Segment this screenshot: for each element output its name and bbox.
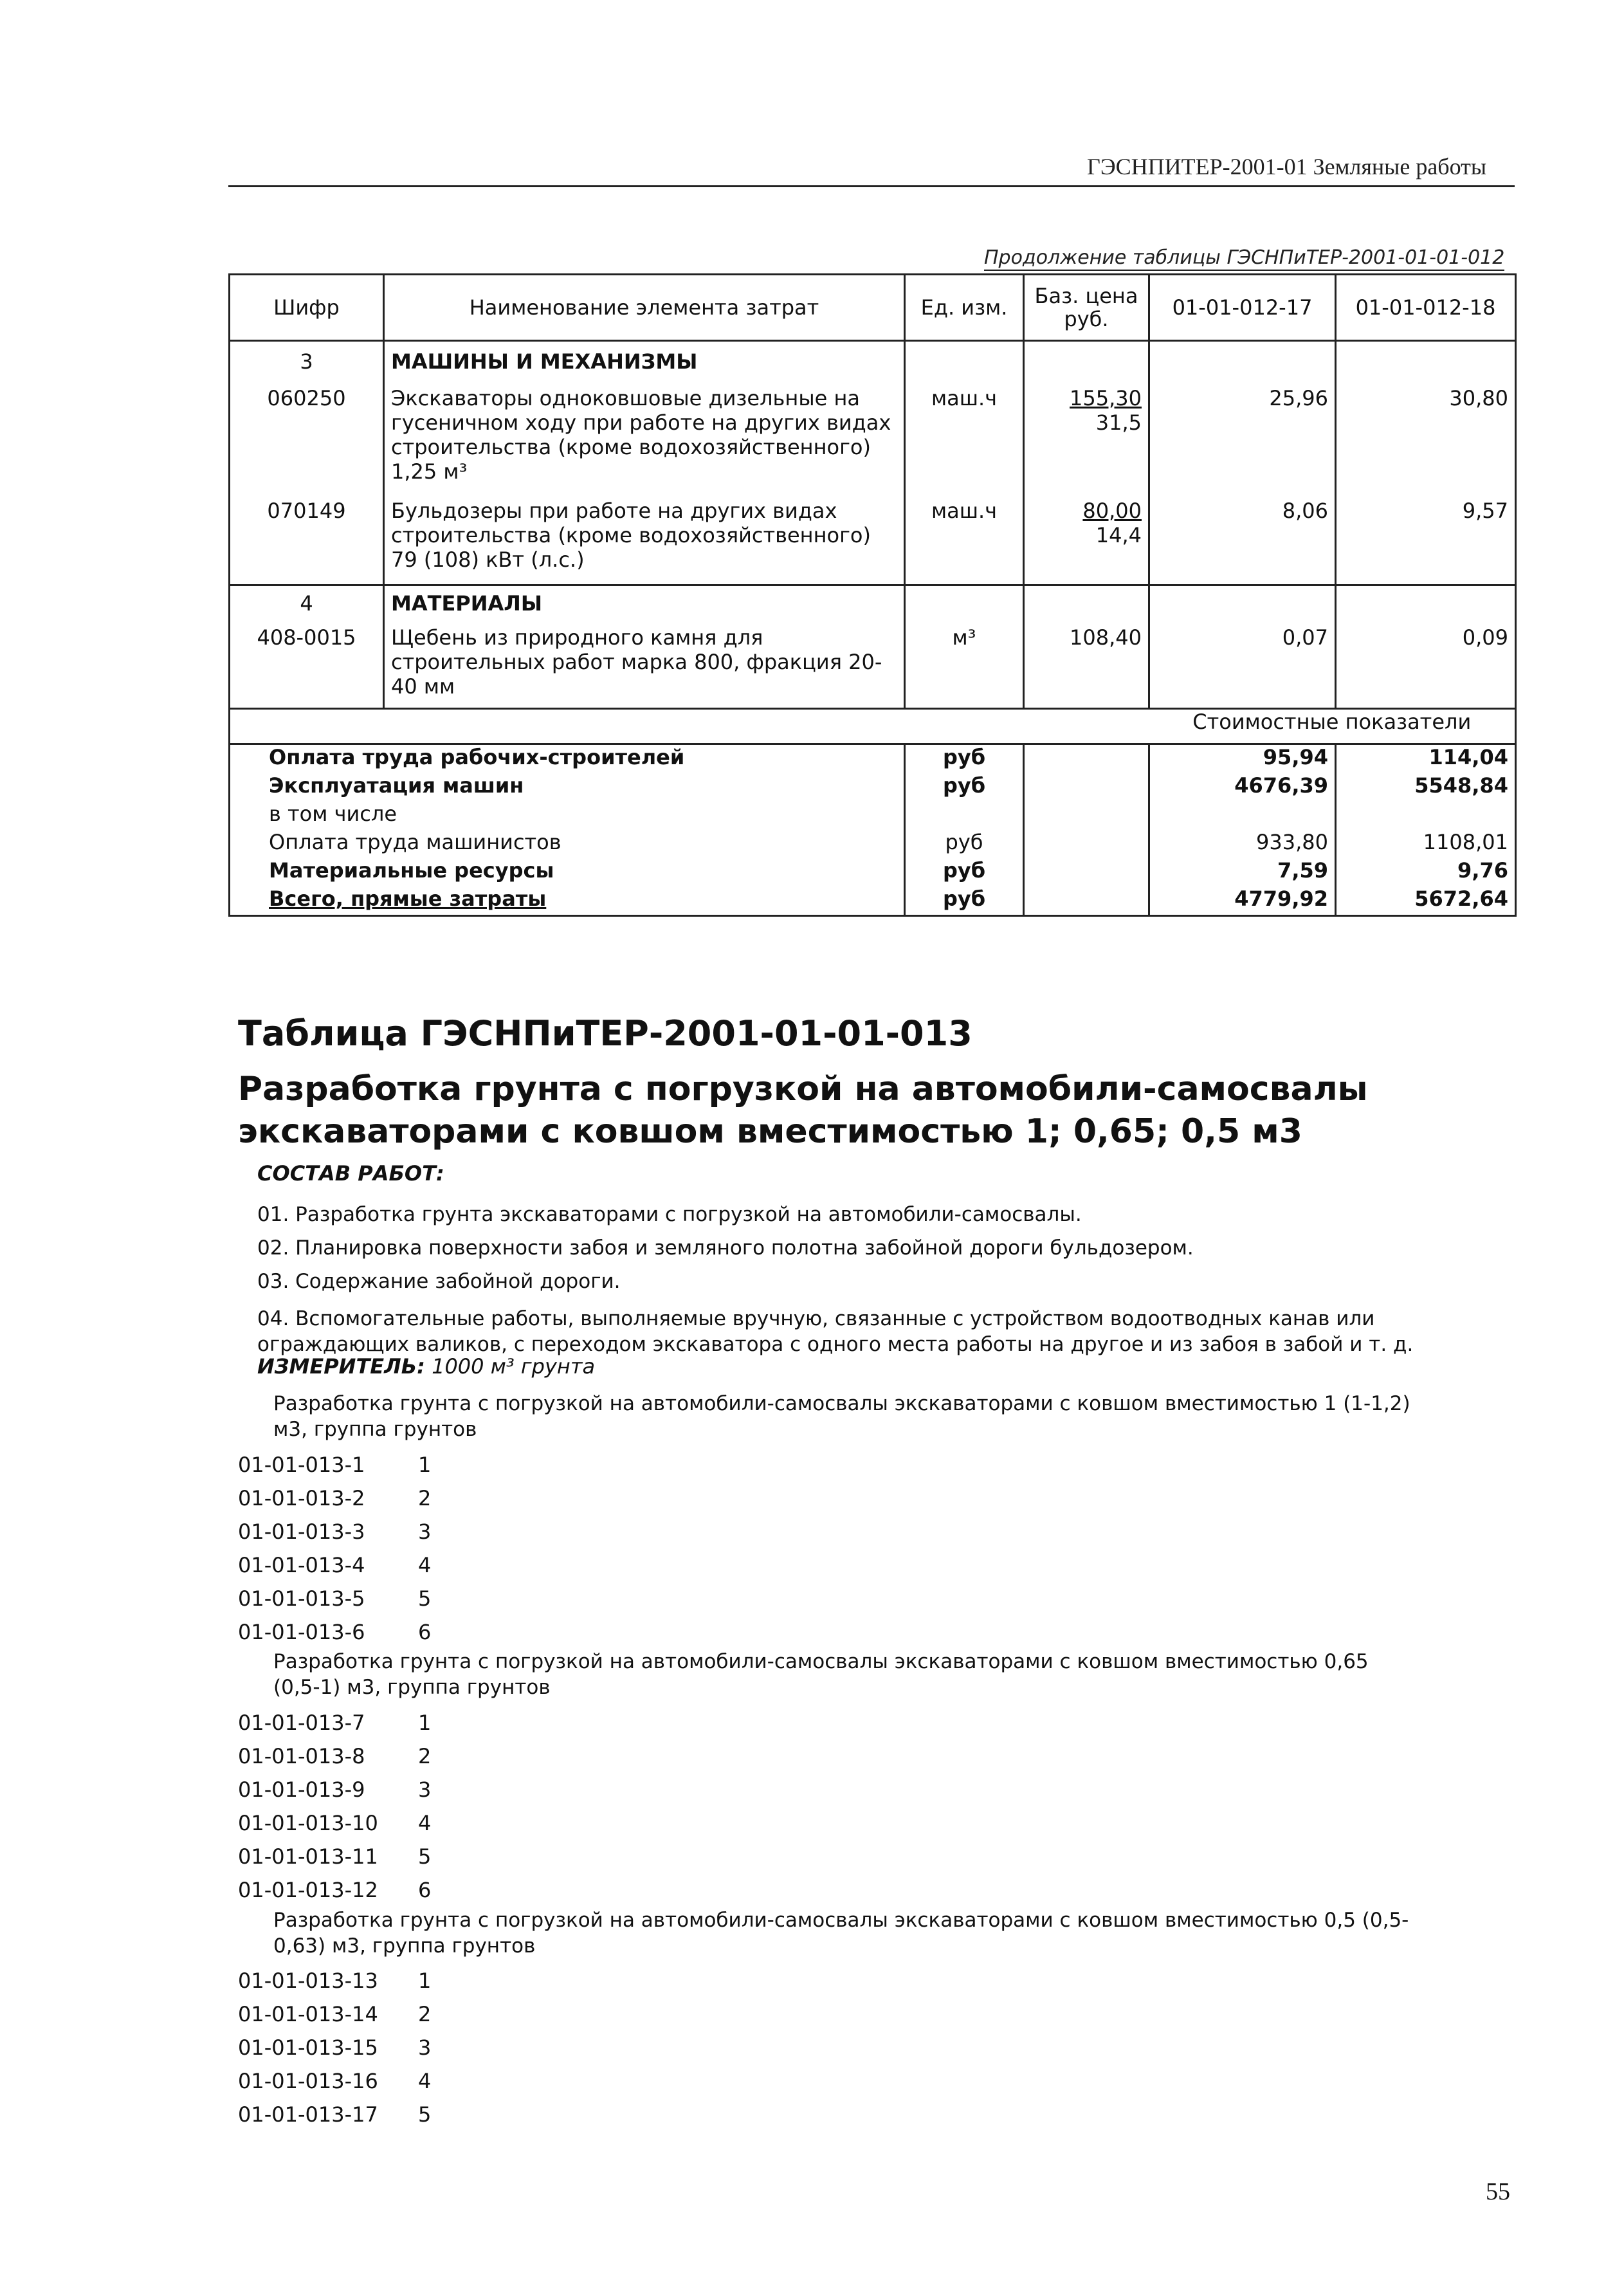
list-item xyxy=(238,1878,431,1911)
list-item xyxy=(238,1969,431,2002)
list-item xyxy=(238,1586,431,1620)
list-item xyxy=(238,2069,431,2102)
rate-code: 01-01-013-2 xyxy=(238,1486,365,1510)
group-title: Разработка грунта с погрузкой на автомобили-самосвалы экскаваторами с ковшом вместимостью 0,5 (0,5-0,63) м3, группа грунтов xyxy=(273,1909,1409,1958)
row-unit: маш.ч xyxy=(905,386,1024,499)
summary-value-18: 5548,84 xyxy=(1336,773,1516,802)
soil-group: 2 xyxy=(418,2002,432,2026)
soil-group: 6 xyxy=(418,1878,432,1902)
list-item xyxy=(238,1519,431,1553)
rate-code: 01-01-013-9 xyxy=(238,1777,365,1802)
summary-unit: руб xyxy=(905,744,1024,774)
col-header-name: Наименование элемента затрат xyxy=(384,275,905,341)
works-list xyxy=(257,1198,1511,1357)
soil-group: 4 xyxy=(418,1811,432,1835)
table-title: Таблица ГЭСНПиТЕР-2001-01-01-013 xyxy=(238,1013,972,1054)
code-list xyxy=(238,1453,431,1653)
soil-group: 2 xyxy=(418,1486,432,1510)
list-item xyxy=(238,1453,431,1486)
row-value-17: 25,96 xyxy=(1149,386,1336,499)
works-label: СОСТАВ РАБОТ: xyxy=(257,1161,444,1186)
summary-label: Всего, прямые затраты xyxy=(230,886,905,916)
rate-code: 01-01-013-1 xyxy=(238,1453,365,1477)
col-header-17: 01-01-012-17 xyxy=(1149,275,1336,341)
soil-group: 1 xyxy=(418,1453,432,1477)
summary-row xyxy=(230,773,1516,802)
summary-row xyxy=(230,802,1516,830)
summary-label: в том числе xyxy=(230,802,905,830)
rate-code: 01-01-013-13 xyxy=(238,1969,378,1993)
rate-code: 01-01-013-4 xyxy=(238,1553,365,1577)
price-bottom: 14,4 xyxy=(1095,522,1142,547)
summary-row xyxy=(230,886,1516,916)
row-price xyxy=(1024,386,1149,499)
row-code: 070149 xyxy=(230,499,384,585)
row-value-17: 8,06 xyxy=(1149,499,1336,585)
section-title: МАШИНЫ И МЕХАНИЗМЫ xyxy=(384,341,905,386)
table-row xyxy=(230,625,1516,709)
soil-group: 3 xyxy=(418,1519,432,1544)
row-value-18: 30,80 xyxy=(1336,386,1516,499)
summary-row xyxy=(230,858,1516,886)
soil-group: 4 xyxy=(418,2069,432,2093)
measure-label: ИЗМЕРИТЕЛЬ: xyxy=(257,1354,425,1379)
row-value-18: 0,09 xyxy=(1336,625,1516,709)
section-code: 3 xyxy=(230,341,384,386)
table-header-row xyxy=(230,275,1516,341)
summary-value-18: 114,04 xyxy=(1336,744,1516,774)
col-header-code: Шифр xyxy=(230,275,384,341)
row-name: Бульдозеры при работе на других видах строительства (кроме водохозяйственного) 79 (108) кВт (л.с.) xyxy=(384,499,905,585)
group-title: Разработка грунта с погрузкой на автомобили-самосвалы экскаваторами с ковшом вместимостью 0,65 (0,5-1) м3, группа грунтов xyxy=(273,1650,1369,1699)
norms-table xyxy=(228,273,1515,917)
soil-group: 2 xyxy=(418,1744,432,1768)
work-item: 01. Разработка грунта экскаваторами с погрузкой на автомобили-самосвалы. xyxy=(257,1203,1082,1226)
rate-code: 01-01-013-5 xyxy=(238,1586,365,1611)
list-item xyxy=(238,1553,431,1586)
summary-unit: руб xyxy=(905,886,1024,916)
list-item xyxy=(238,2035,431,2069)
col-header-unit: Ед. изм. xyxy=(905,275,1024,341)
rate-code: 01-01-013-3 xyxy=(238,1519,365,1544)
table-subtitle: Разработка грунта с погрузкой на автомобили-самосвалы экскаваторами с ковшом вместимостью 1; 0,65; 0,5 м3 xyxy=(238,1070,1368,1151)
summary-unit: руб xyxy=(905,858,1024,886)
rate-code: 01-01-013-17 xyxy=(238,2102,378,2127)
section-row xyxy=(230,341,1516,386)
soil-group: 3 xyxy=(418,1777,432,1802)
rate-code: 01-01-013-15 xyxy=(238,2035,378,2060)
summary-value-17: 4779,92 xyxy=(1149,886,1336,916)
summary-label: Оплата труда машинистов xyxy=(230,830,905,858)
summary-row xyxy=(230,830,1516,858)
row-price xyxy=(1024,499,1149,585)
summary-value-17: 7,59 xyxy=(1149,858,1336,886)
list-item xyxy=(238,1486,431,1519)
work-item: 04. Вспомогательные работы, выполняемые вручную, связанные с устройством водоотводных канав или ограждающих валиков, с переходом экскаватора с одного места работы на другое и из забоя в забой и т. д. xyxy=(257,1307,1414,1356)
rate-code: 01-01-013-16 xyxy=(238,2069,378,2093)
summary-row xyxy=(230,744,1516,774)
table-row xyxy=(230,386,1516,499)
row-value-17: 0,07 xyxy=(1149,625,1336,709)
measure-line xyxy=(257,1354,595,1379)
section-row xyxy=(230,585,1516,625)
soil-group: 5 xyxy=(418,1844,432,1869)
price-bottom: 31,5 xyxy=(1095,410,1142,435)
cost-header-row xyxy=(230,709,1516,744)
row-name: Щебень из природного камня для строительных работ марка 800, фракция 20-40 мм xyxy=(384,625,905,709)
soil-group: 6 xyxy=(418,1620,432,1644)
row-price: 108,40 xyxy=(1024,625,1149,709)
running-header: ГЭСНПИТЕР-2001-01 Земляные работы xyxy=(1087,154,1487,179)
soil-group: 5 xyxy=(418,1586,432,1611)
summary-value-18: 1108,01 xyxy=(1336,830,1516,858)
col-header-price: Баз. цена руб. xyxy=(1024,275,1149,341)
summary-unit: руб xyxy=(905,773,1024,802)
summary-label: Оплата труда рабочих-строителей xyxy=(230,744,905,774)
summary-value-17: 933,80 xyxy=(1149,830,1336,858)
group-title: Разработка грунта с погрузкой на автомобили-самосвалы экскаваторами с ковшом вместимостью 1 (1-1,2) м3, группа грунтов xyxy=(273,1392,1410,1441)
summary-value-18: 9,76 xyxy=(1336,858,1516,886)
rate-code: 01-01-013-11 xyxy=(238,1844,378,1869)
rate-code: 01-01-013-7 xyxy=(238,1711,365,1735)
rate-code: 01-01-013-14 xyxy=(238,2002,378,2026)
list-item xyxy=(238,2002,431,2035)
rate-code: 01-01-013-6 xyxy=(238,1620,365,1644)
rate-code: 01-01-013-10 xyxy=(238,1811,378,1835)
section-title: МАТЕРИАЛЫ xyxy=(384,585,905,625)
soil-group: 1 xyxy=(418,1711,432,1735)
price-top: 80,00 xyxy=(1082,498,1142,523)
summary-value-17: 4676,39 xyxy=(1149,773,1336,802)
work-item: 03. Содержание забойной дороги. xyxy=(257,1270,621,1293)
measure-value: 1000 м³ грунта xyxy=(432,1354,596,1379)
list-item xyxy=(238,1711,431,1744)
row-unit: маш.ч xyxy=(905,499,1024,585)
row-value-18: 9,57 xyxy=(1336,499,1516,585)
rate-code: 01-01-013-12 xyxy=(238,1878,378,1902)
row-code: 408-0015 xyxy=(230,625,384,709)
soil-group: 4 xyxy=(418,1553,432,1577)
cost-header: Стоимостные показатели xyxy=(1149,709,1516,744)
list-item xyxy=(238,1811,431,1844)
rate-code: 01-01-013-8 xyxy=(238,1744,365,1768)
section-code: 4 xyxy=(230,585,384,625)
list-item xyxy=(238,2102,431,2136)
summary-value-18: 5672,64 xyxy=(1336,886,1516,916)
work-item: 02. Планировка поверхности забоя и земляного полотна забойной дороги бульдозером. xyxy=(257,1236,1194,1260)
soil-group: 3 xyxy=(418,2035,432,2060)
code-list xyxy=(238,1711,431,1911)
page-number: 55 xyxy=(1486,2178,1510,2205)
row-name: Экскаваторы одноковшовые дизельные на гусеничном ходу при работе на других видах строительства (кроме водохозяйственного) 1,25 м³ xyxy=(384,386,905,499)
col-header-18: 01-01-012-18 xyxy=(1336,275,1516,341)
list-item xyxy=(238,1744,431,1777)
row-unit: м³ xyxy=(905,625,1024,709)
list-item xyxy=(238,1777,431,1811)
table-row xyxy=(230,499,1516,585)
summary-value-17: 95,94 xyxy=(1149,744,1336,774)
soil-group: 5 xyxy=(418,2102,432,2127)
continuation-caption: Продолжение таблицы ГЭСНПиТЕР-2001-01-01-012 xyxy=(984,246,1505,269)
price-top: 155,30 xyxy=(1070,385,1142,410)
row-code: 060250 xyxy=(230,386,384,499)
summary-label: Материальные ресурсы xyxy=(230,858,905,886)
summary-unit: руб xyxy=(905,830,1024,858)
summary-label: Эксплуатация машин xyxy=(230,773,905,802)
header-rule xyxy=(228,185,1515,187)
soil-group: 1 xyxy=(418,1969,432,1993)
code-list xyxy=(238,1969,431,2136)
list-item xyxy=(238,1844,431,1878)
